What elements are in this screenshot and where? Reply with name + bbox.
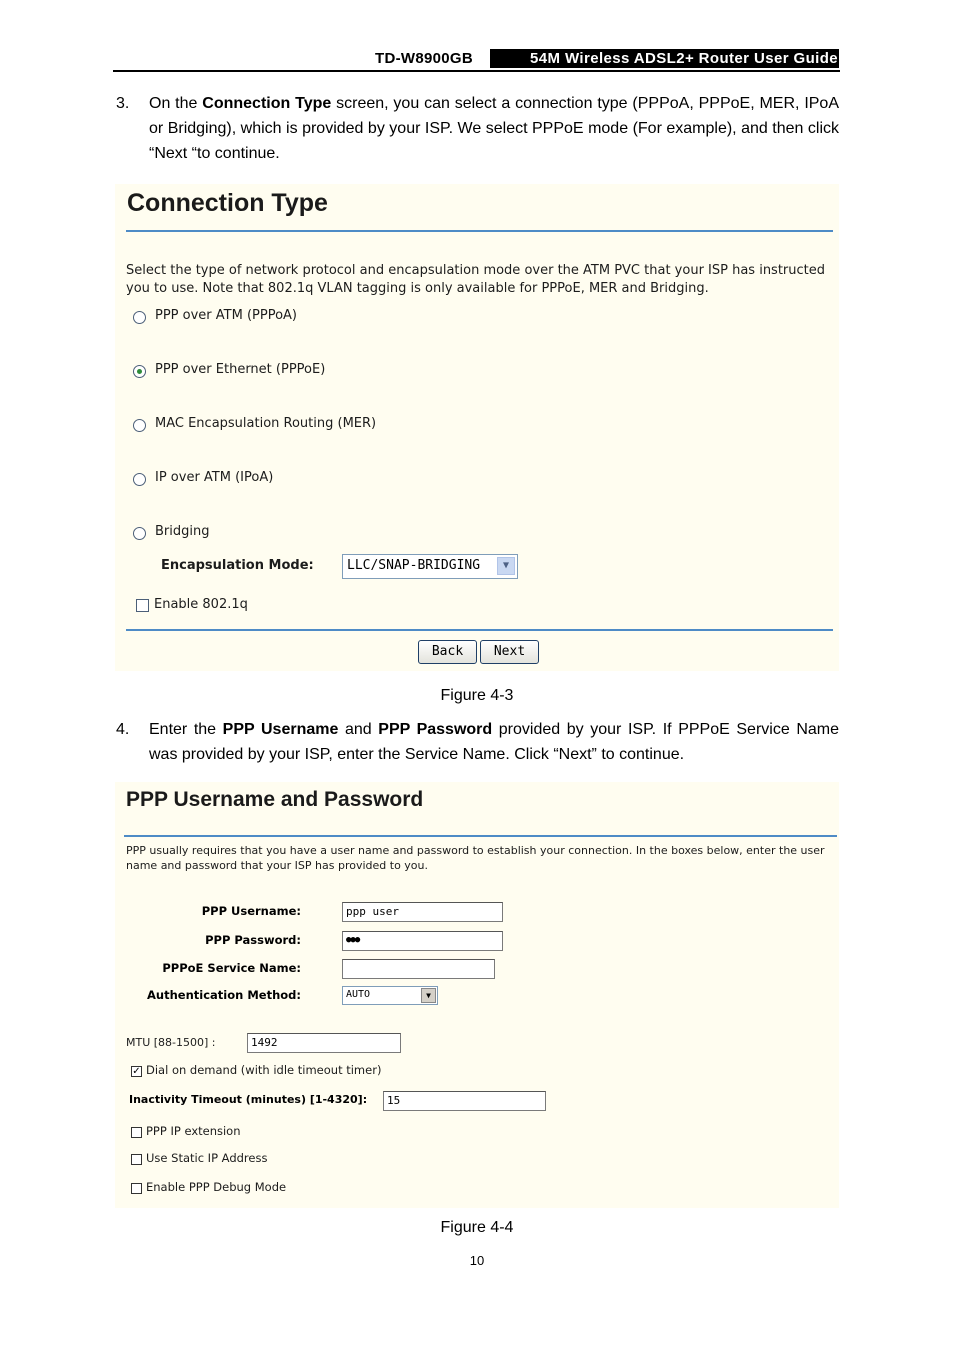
next-button[interactable]: Next	[480, 640, 539, 664]
radio-bridging-label: Bridging	[155, 524, 210, 539]
encapsulation-mode-label: Encapsulation Mode:	[161, 558, 314, 573]
header-guide-title: 54M Wireless ADSL2+ Router User Guide	[490, 49, 839, 68]
authentication-method-label: Authentication Method:	[147, 988, 301, 1002]
encapsulation-mode-value: LLC/SNAP-BRIDGING	[347, 558, 481, 573]
ppp-debug-checkbox[interactable]	[131, 1183, 142, 1194]
static-ip-label: Use Static IP Address	[146, 1151, 268, 1165]
radio-ipoa-label: IP over ATM (IPoA)	[155, 470, 274, 485]
pppoe-service-name-input[interactable]	[342, 959, 495, 979]
radio-mer[interactable]	[133, 419, 146, 432]
enable-8021q-checkbox[interactable]	[136, 599, 149, 612]
ppp-ip-extension-label: PPP IP extension	[146, 1124, 241, 1138]
ppp-title: PPP Username and Password	[126, 788, 424, 811]
step4-text: Enter the PPP Username and PPP Password provided by your ISP. If PPPoE Service Name was provided by your ISP, enter the Service Name. Click “Next” to continue.	[149, 721, 839, 763]
step3-text: On the Connection Type screen, you can select a connection type (PPPoA, PPPoE, MER, IPoA or Bridging), which is provided by your ISP. We select PPPoE mode (For example), and then click “Next “to continue.	[149, 95, 840, 162]
authentication-method-value: AUTO	[346, 989, 371, 1000]
title-divider	[126, 230, 833, 232]
ppp-username-label: PPP Username:	[201, 904, 301, 918]
radio-pppoe-label: PPP over Ethernet (PPPoE)	[155, 362, 326, 377]
header-model: TD-W8900GB	[375, 50, 474, 67]
step4-number: 4.	[116, 721, 130, 738]
pppoe-service-name-label: PPPoE Service Name:	[162, 961, 301, 975]
header-rule	[113, 70, 840, 72]
figure-4-4-caption: Figure 4-4	[440, 1219, 514, 1236]
radio-pppoe[interactable]	[133, 365, 146, 378]
chevron-down-icon[interactable]: ▼	[497, 557, 515, 575]
ppp-ip-extension-checkbox[interactable]	[131, 1127, 142, 1138]
radio-pppoa-label: PPP over ATM (PPPoA)	[155, 308, 297, 323]
bottom-divider	[126, 629, 833, 631]
back-button[interactable]: Back	[418, 640, 477, 664]
connection-type-description: Select the type of network protocol and encapsulation mode over the ATM PVC that your ISP has instructed you to use. Note that 802.1q VLAN tagging is only available for PPPoE, MER and Bridging.	[126, 263, 826, 296]
mtu-label: MTU [88-1500] :	[126, 1036, 216, 1049]
chevron-down-icon[interactable]: ▼	[421, 988, 436, 1003]
page-number: 10	[469, 1253, 485, 1268]
dial-on-demand-checkbox[interactable]: ✓	[132, 1066, 141, 1077]
radio-pppoa[interactable]	[133, 311, 146, 324]
ppp-username-input[interactable]: ppp user	[342, 902, 503, 922]
ppp-password-label: PPP Password:	[205, 933, 301, 947]
dial-on-demand-label: Dial on demand (with idle timeout timer)	[146, 1063, 382, 1077]
inactivity-timeout-input[interactable]: 15	[383, 1091, 546, 1111]
connection-type-title: Connection Type	[127, 189, 328, 217]
inactivity-timeout-label: Inactivity Timeout (minutes) [1-4320]:	[129, 1093, 368, 1106]
radio-bridging[interactable]	[133, 527, 146, 540]
enable-8021q-label: Enable 802.1q	[154, 597, 248, 612]
authentication-method-select[interactable]	[342, 986, 438, 1005]
figure-4-3-caption: Figure 4-3	[440, 687, 514, 704]
ppp-debug-label: Enable PPP Debug Mode	[146, 1180, 287, 1194]
step3-number: 3.	[116, 95, 130, 112]
radio-ipoa[interactable]	[133, 473, 146, 486]
static-ip-checkbox[interactable]	[131, 1154, 142, 1165]
mtu-input[interactable]: 1492	[247, 1033, 401, 1053]
ppp-password-input[interactable]: ●●●	[342, 931, 503, 951]
ppp-description: PPP usually requires that you have a user name and password to establish your connection. In the boxes below, enter the user name and password that your ISP has provided to you.	[126, 844, 825, 872]
ppp-title-divider	[124, 835, 837, 837]
encapsulation-mode-select[interactable]	[342, 554, 518, 579]
radio-mer-label: MAC Encapsulation Routing (MER)	[155, 416, 377, 431]
